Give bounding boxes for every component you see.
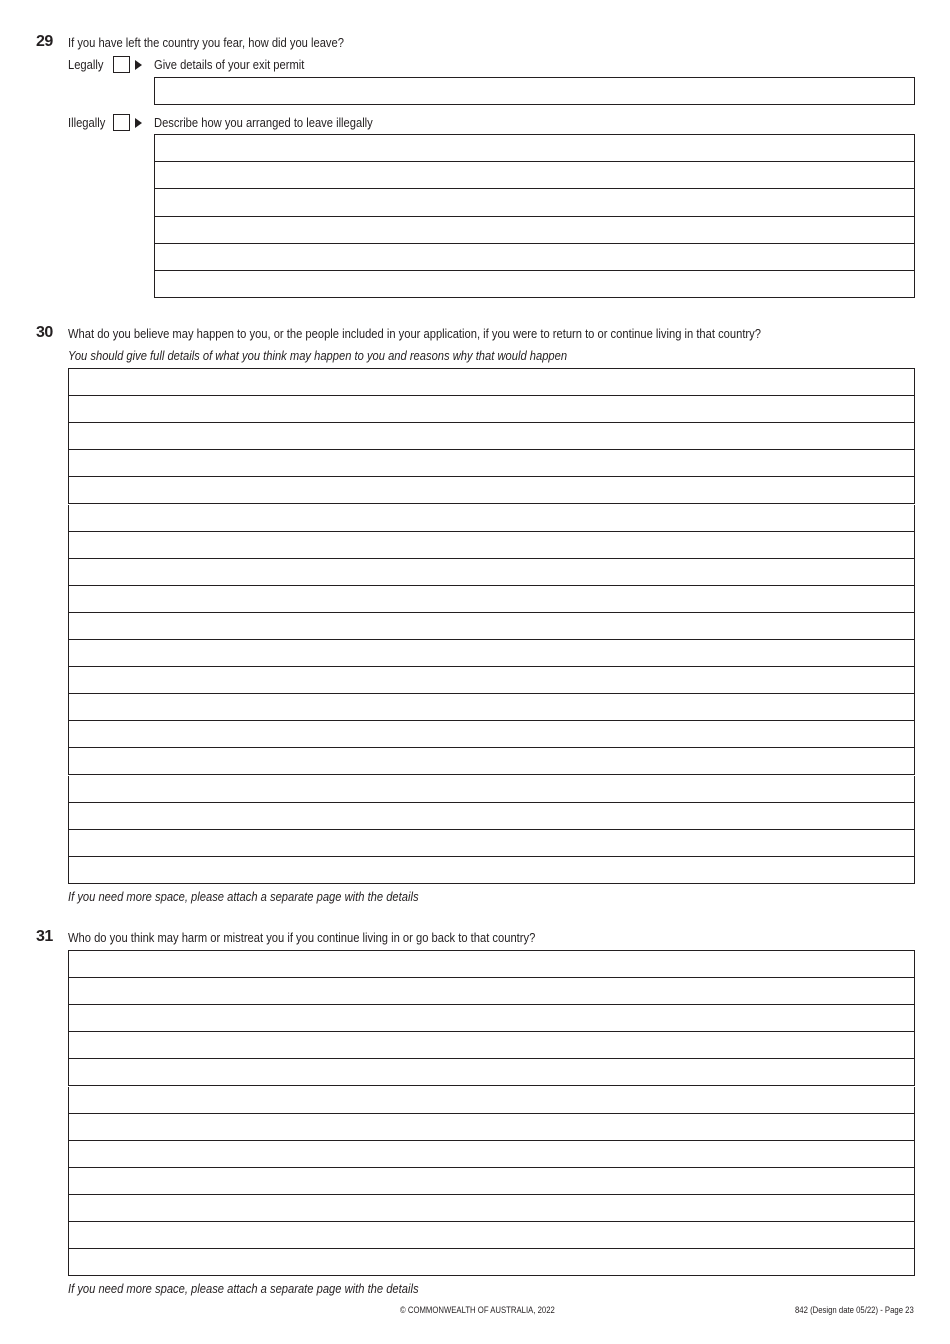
- answer-line[interactable]: [68, 748, 915, 775]
- answer-line[interactable]: [68, 1222, 915, 1249]
- answer-line[interactable]: [68, 803, 915, 830]
- answer-line[interactable]: [68, 667, 915, 694]
- question-31-text: Who do you think may harm or mistreat you if you continue living in or go back to that country?: [68, 930, 536, 945]
- legally-checkbox[interactable]: [113, 56, 130, 73]
- answer-line[interactable]: [154, 134, 915, 162]
- answer-line[interactable]: [154, 244, 915, 271]
- answer-line[interactable]: [68, 640, 915, 667]
- legally-label: Legally: [68, 57, 104, 72]
- answer-line[interactable]: [68, 694, 915, 721]
- arrow-right-icon: [135, 60, 142, 70]
- question-number-30: 30: [36, 324, 53, 341]
- answer-line[interactable]: [68, 830, 915, 857]
- answer-line[interactable]: [154, 271, 915, 298]
- question-30-instruction: You should give full details of what you think may happen to you and reasons why that would happen: [68, 348, 568, 363]
- answer-line[interactable]: [68, 1168, 915, 1195]
- answer-line[interactable]: [68, 1059, 915, 1086]
- answer-line[interactable]: [68, 950, 915, 978]
- answer-line[interactable]: [68, 1195, 915, 1222]
- answer-line[interactable]: [68, 613, 915, 640]
- answer-line[interactable]: [68, 423, 915, 450]
- answer-line[interactable]: [154, 189, 915, 216]
- arrow-right-icon: [135, 118, 142, 128]
- question-31-more-space-note: If you need more space, please attach a separate page with the details: [68, 1281, 419, 1296]
- illegally-checkbox[interactable]: [113, 114, 130, 131]
- illegally-prompt: Describe how you arranged to leave illegally: [154, 115, 373, 130]
- copyright-notice: © COMMONWEALTH OF AUSTRALIA, 2022: [400, 1305, 555, 1315]
- answer-line[interactable]: [154, 162, 915, 189]
- answer-line[interactable]: [68, 1249, 915, 1276]
- answer-line[interactable]: [68, 776, 915, 803]
- answer-line[interactable]: [68, 978, 915, 1005]
- legally-prompt: Give details of your exit permit: [154, 57, 305, 72]
- answer-line[interactable]: [68, 559, 915, 586]
- answer-line[interactable]: [68, 721, 915, 748]
- answer-line[interactable]: [68, 532, 915, 559]
- answer-line[interactable]: [68, 1005, 915, 1032]
- answer-line[interactable]: [68, 396, 915, 423]
- question-number-29: 29: [36, 33, 53, 50]
- illegally-label: Illegally: [68, 115, 106, 130]
- answer-line[interactable]: [154, 217, 915, 244]
- page-info: 842 (Design date 05/22) - Page 23: [795, 1305, 914, 1315]
- question-29-text: If you have left the country you fear, how did you leave?: [68, 35, 344, 50]
- question-30-more-space-note: If you need more space, please attach a separate page with the details: [68, 889, 419, 904]
- answer-line[interactable]: [68, 857, 915, 884]
- answer-line[interactable]: [68, 1141, 915, 1168]
- answer-line[interactable]: [68, 1032, 915, 1059]
- question-number-31: 31: [36, 928, 53, 945]
- answer-line[interactable]: [68, 368, 915, 396]
- answer-line[interactable]: [68, 1114, 915, 1141]
- answer-line[interactable]: [68, 586, 915, 613]
- answer-line[interactable]: [68, 505, 915, 532]
- answer-line[interactable]: [68, 477, 915, 504]
- answer-line[interactable]: [68, 450, 915, 477]
- exit-permit-details-field[interactable]: [154, 77, 915, 105]
- answer-line[interactable]: [68, 1087, 915, 1114]
- question-30-text: What do you believe may happen to you, or the people included in your application, if you were to return to or continue living in that country?: [68, 326, 761, 341]
